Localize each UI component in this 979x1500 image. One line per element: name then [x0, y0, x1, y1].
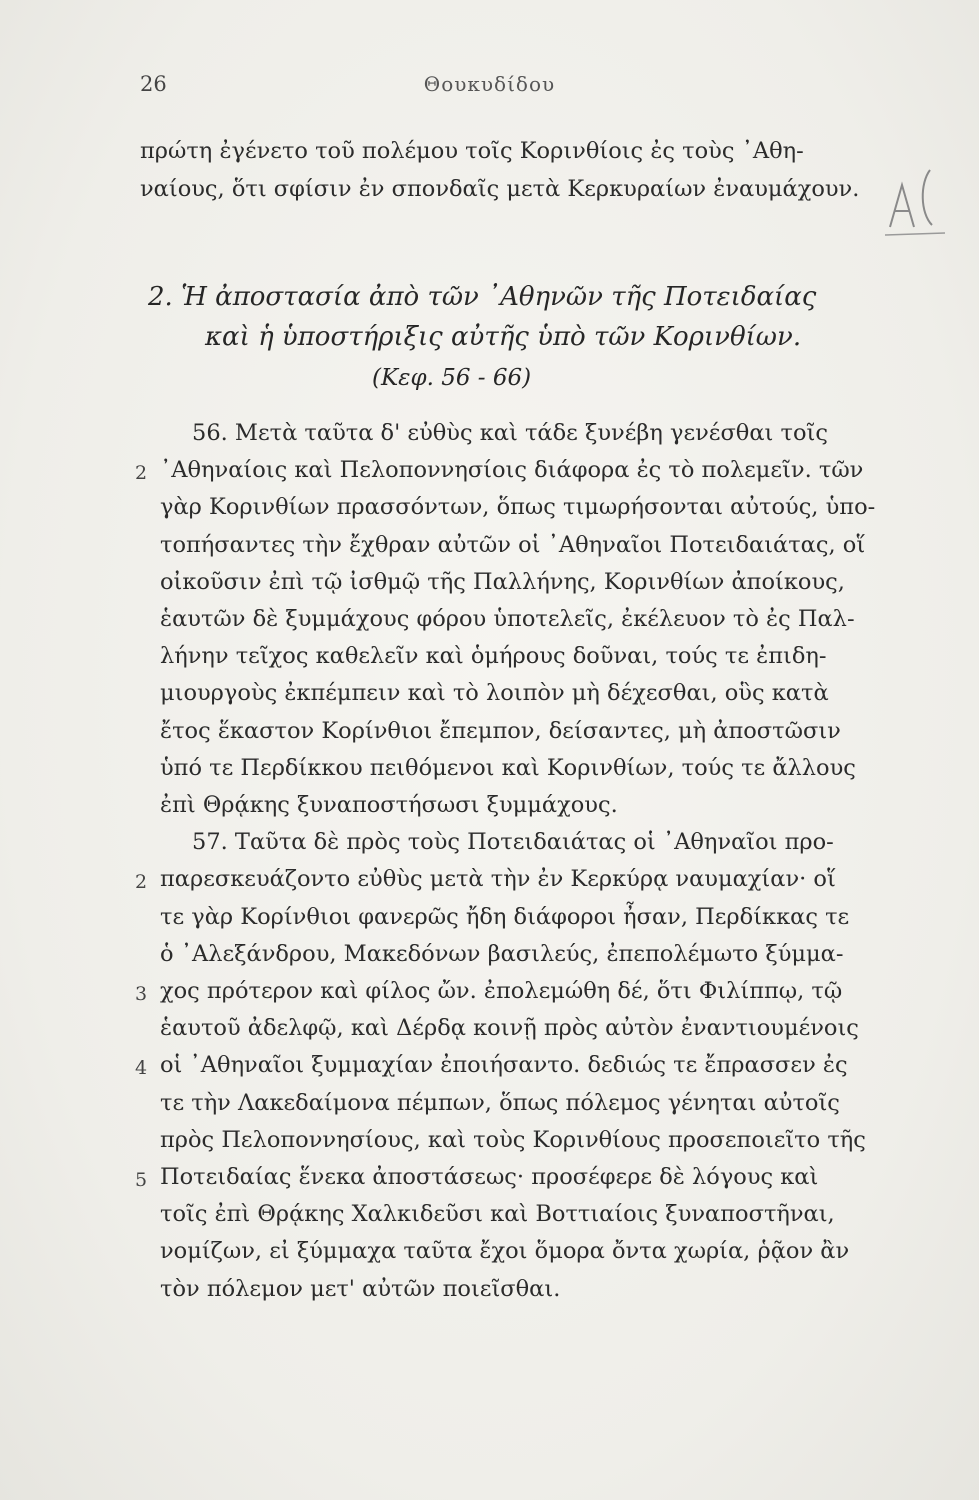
- body-line: 57. Ταῦτα δὲ πρὸς τοὺς Ποτειδαιάτας οἱ ᾿Αθηναῖοι προ-: [192, 829, 834, 855]
- body-line: ᾿Αθηναίοις καὶ Πελοποννησίοις διάφορα ἐς τὸ πολεμεῖν. τῶν: [160, 457, 864, 483]
- body-line: τε γὰρ Κορίνθιοι φανερῶς ἤδη διάφοροι ἦσαν, Περδίκκας τε: [160, 904, 850, 930]
- body-line: νομίζων, εἰ ξύμμαχα ταῦτα ἔχοι ὅμορα ὄντα χωρία, ῥᾷον ἂν: [160, 1238, 850, 1264]
- body-line: Ποτειδαίας ἕνεκα ἀποστάσεως· προσέφερε δὲ λόγους καὶ: [160, 1164, 819, 1190]
- body-line: ὑπό τε Περδίκκου πειθόμενοι καὶ Κορινθίων, τούς τε ἄλλους: [160, 755, 856, 781]
- body-line: ἐπὶ Θρᾴκης ξυναποστήσωσι ξυμμάχους.: [160, 792, 618, 818]
- section-heading-line-2: καὶ ἡ ὑποστήριξις αὐτῆς ὑπὸ τῶν Κορινθίων.: [205, 322, 802, 352]
- intro-line-1: πρώτη ἐγένετο τοῦ πολέμου τοῖς Κορινθίοις ἐς τοὺς ᾿Αθη-: [140, 138, 804, 164]
- body-line: τοῖς ἐπὶ Θρᾴκης Χαλκιδεῦσι καὶ Βοττιαίοις ξυναποστῆναι,: [160, 1201, 835, 1227]
- body-line: οἰκοῦσιν ἐπὶ τῷ ἰσθμῷ τῆς Παλλήνης, Κορινθίων ἀποίκους,: [160, 569, 845, 595]
- body-line: χος πρότερον καὶ φίλος ὤν. ἐπολεμώθη δέ, ὅτι Φιλίππῳ, τῷ: [160, 978, 843, 1004]
- body-line: γὰρ Κορινθίων πρασσόντων, ὅπως τιμωρήσονται αὐτούς, ὑπο-: [160, 494, 876, 520]
- body-line: ἔτος ἕκαστον Κορίνθιοι ἔπεμπον, δείσαντες, μὴ ἀποστῶσιν: [160, 718, 841, 744]
- body-line: ἑαυτῶν δὲ ξυμμάχους φόρου ὑποτελεῖς, ἐκέλευον τὸ ἐς Παλ-: [160, 606, 855, 632]
- body-line: οἱ ᾿Αθηναῖοι ξυμμαχίαν ἐποιήσαντο. δεδιώς τε ἔπρασσεν ἐς: [160, 1052, 848, 1078]
- chapter-range: (Κεφ. 56 - 66): [372, 365, 532, 391]
- body-line: παρεσκευάζοντο εὐθὺς μετὰ τὴν ἐν Κερκύρᾳ ναυμαχίαν· οἵ: [160, 866, 836, 892]
- margin-section-number: 2: [135, 462, 148, 484]
- body-line: λήνην τεῖχος καθελεῖν καὶ ὁμήρους δοῦναι, τούς τε ἐπιδη-: [160, 643, 827, 669]
- pencil-margin-mark: [880, 155, 950, 240]
- section-heading-line-1: 2. Ἡ ἀποστασία ἀπὸ τῶν ᾿Αθηνῶν τῆς Ποτειδαίας: [148, 282, 817, 312]
- body-line: ὁ ᾿Αλεξάνδρου, Μακεδόνων βασιλεύς, ἐπεπολέμωτο ξύμμα-: [160, 941, 844, 967]
- margin-section-number: 2: [135, 871, 148, 893]
- body-line: τε τὴν Λακεδαίμονα πέμπων, ὅπως πόλεμος γένηται αὐτοῖς: [160, 1090, 840, 1116]
- body-line: τὸν πόλεμον μετ' αὐτῶν ποιεῖσθαι.: [160, 1276, 561, 1302]
- intro-line-2: ναίους, ὅτι σφίσιν ἐν σπονδαῖς μετὰ Κερκυραίων ἐναυμάχουν.: [140, 176, 860, 202]
- body-line: ἑαυτοῦ ἀδελφῷ, καὶ Δέρδᾳ κοινῇ πρὸς αὐτὸν ἐναντιουμένοις: [160, 1015, 859, 1041]
- margin-section-number: 4: [135, 1057, 148, 1079]
- body-line: μιουργοὺς ἐκπέμπειν καὶ τὸ λοιπὸν μὴ δέχεσθαι, οὓς κατὰ: [160, 680, 829, 706]
- margin-section-number: 5: [135, 1169, 148, 1191]
- page-number: 26: [140, 72, 167, 96]
- margin-section-number: 3: [135, 983, 148, 1005]
- body-line: τοπήσαντες τὴν ἔχθραν αὐτῶν οἱ ᾿Αθηναῖοι Ποτειδαιάτας, οἵ: [160, 532, 866, 558]
- body-line: 56. Μετὰ ταῦτα δ' εὐθὺς καὶ τάδε ξυνέβη γενέσθαι τοῖς: [192, 420, 828, 446]
- running-title: Θουκυδίδου: [423, 72, 556, 96]
- body-line: πρὸς Πελοποννησίους, καὶ τοὺς Κορινθίους προσεποιεῖτο τῆς: [160, 1127, 866, 1153]
